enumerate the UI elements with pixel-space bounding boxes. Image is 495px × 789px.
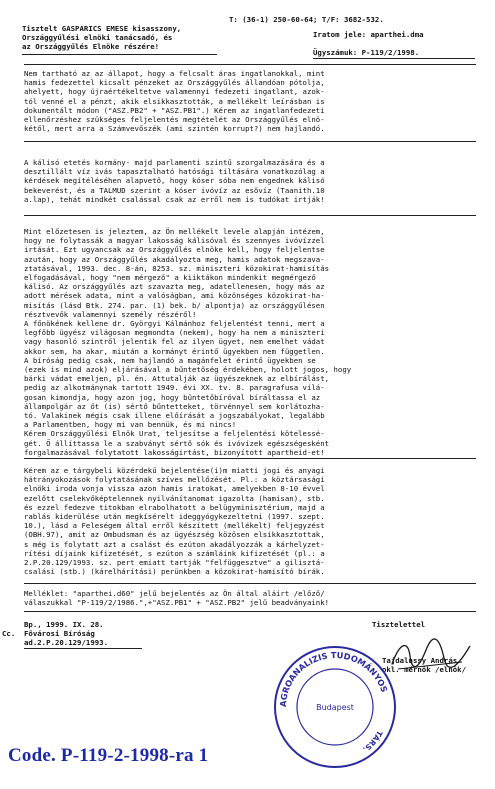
- text-line: (OBH.97), amit az Ombudsman és az ügyészség közösen elsikkasztottak,: [24, 530, 325, 540]
- text-line: tó. Valakinek mégis csak illene előírását a jogszabályokat, legalább: [24, 411, 325, 421]
- text-line: azután, hogy az Országgyűlés akadályozta meg, hamis adatok megszava-: [24, 254, 325, 264]
- court-block: [24, 629, 108, 647]
- paragraph-3: [24, 227, 476, 457]
- text-line: Kérem az e tárgybeli közérdekű bejelentése(i)m miatti jogi és anyagi: [24, 466, 325, 475]
- case-number-block: [313, 48, 419, 57]
- stamp-center-text: Budapest: [316, 703, 354, 712]
- text-line: legfőbb ügyész világosan megmondta (nekem), hogy ha nem a miniszteri: [24, 328, 325, 338]
- court-case-number: ad.2.P.20.129/1993.: [24, 638, 109, 648]
- text-line: rablás kiderülése után megkísérelt ideggyógykezeltetni (1997. szept.: [24, 512, 325, 522]
- attachment-note: [24, 589, 476, 607]
- text-line: elnöki iroda vonja vissza azon hamis iratokat, amelyekben 8-10 évvel: [24, 484, 325, 494]
- text-line: kétől, mert arra a Számvevőszék (ami szintén korrupt?) nem hajlandó.: [24, 124, 325, 134]
- stamp-text-top: AGROANALIZIS TUDOMÁNYOS: [277, 649, 390, 708]
- addressee-block: [22, 24, 181, 52]
- text-line: a.lap), tehát mindkét csalással csak az erről nem is tudókat irtják!: [24, 194, 325, 204]
- text-line: ahelyett, hogy újraértékeltetve valamennyi fedezeti ingatlant, azok-: [24, 87, 325, 97]
- court-name: Fővárosi Bíróság: [24, 629, 95, 638]
- text-line: A bíróság pedig csak, nem hajlandó a magánfelet érintő ügyekben se: [24, 355, 316, 365]
- addressee-line: Országgyűlési elnöki tanácsadó, és: [22, 33, 173, 43]
- attachment-line: válaszukkal "P-119/2/1986.",+"ASZ.PB1" + "ASZ.PB2" jelű beadványaink!: [24, 598, 330, 608]
- case-number-underline: [313, 58, 475, 59]
- text-line: tól venné el a pénzt, akik elsikkasztották, a mellékelt leírásban is: [24, 96, 325, 106]
- attachment-line: Melléklet: "aparthei.d60" jelű bejelentés az Ön által aláírt /előző/: [24, 589, 325, 598]
- closing-salutation: Tisztelettel: [372, 620, 426, 629]
- text-line: hamis fedezettel kicsalt pénzeket az Országgyűlés állandóan pótolja,: [24, 78, 325, 88]
- text-line: gosan kimondja, hogy azon jog, hogy bűntetőbíróval bíráltassa el az: [24, 392, 321, 402]
- reference-block: [313, 30, 424, 39]
- text-line: s még is folytatt azt a csalást és ezúton akadályozzák a kárhelyzet-: [24, 539, 325, 549]
- section-divider: [24, 64, 476, 65]
- text-line: dokumentált módon ("ASZ.PB2" + "ASZ.PB1".) Kérem az ingatlanfedezeti: [24, 105, 325, 115]
- text-line: Nem tartható az az állapot, hogy a felcsalt áras ingatlanokkal, mint: [24, 69, 325, 78]
- text-line: (ezek is mind azok) eljárásával a bűntetőség érdekében, holott jogos, hogy: [24, 365, 352, 375]
- text-line: A főnökének kellene dr. Györgyi Kálmánhoz feljelentést tenni, mert a: [24, 319, 325, 329]
- text-line: állampolgár az őt (is) sértő bűntetteket, törvénnyel sem korlátozha-: [24, 401, 325, 411]
- section-divider: [24, 458, 476, 459]
- addressee-line: az Országgyűlés Elnöke részére!: [22, 42, 160, 52]
- addressee-line: Tisztelt GASPARICS EMESE kisasszony,: [22, 24, 182, 33]
- text-line: gét. Ő állíttassa le a szabványt sértő sók és ivóvízek egészségesként: [24, 438, 330, 448]
- text-line: misítás (lásd Btk. 274. par. (1) bek. b/ alpontja) az országgyűlésen: [24, 300, 325, 310]
- text-line: A kálisó etetés kormány- majd parlamenti szintű szorgalmazására és a: [24, 158, 325, 167]
- text-line: csalási (stb.) (kárelhárítási) perünkben a közokirat-hamisító bírák.: [24, 567, 325, 577]
- closing-block: [372, 620, 425, 629]
- text-line: adott mérések adata, mint a valóságban, ami közönséges közokirat-ha-: [24, 291, 325, 301]
- paragraph-2: [24, 158, 476, 204]
- text-line: pedig az alkotmánynak tartott 1949. évi XX. tv. 8. paragrafusa vilá-: [24, 383, 325, 393]
- stamp-arc-text: [278, 650, 390, 707]
- date-line: [24, 620, 104, 629]
- section-divider: [24, 583, 476, 584]
- section-divider: [24, 215, 476, 216]
- text-line: kérdések megítéléséhen alapvető, hogy kóser sóba nem engednek kálisó: [24, 176, 325, 186]
- text-line: bekeverést, és a TALMUD szerint a kóser ivóvíz az esővíz (Taanith.10: [24, 185, 325, 195]
- cc-prefix: Cc.: [2, 629, 16, 638]
- addressee-underline: [22, 54, 217, 55]
- text-line: a Parlamentben, hogy mi van bennük, és mi nincs!: [24, 420, 237, 430]
- text-line: irtását. Ezt ugyancsak az Országgyűlés elnöke kell, hogy feljelentse: [24, 245, 325, 255]
- paragraph-4: [24, 466, 476, 576]
- text-line: ezelőtt cselekvőképtelennek nyilvánítanomat igazolta (hamisan), stb.: [24, 493, 325, 503]
- text-line: elfogadásával, hogy "nem mérgező" a kiiktákon mindenkit megmérgező: [24, 273, 316, 283]
- text-line: desztillált víz ivás tapasztalható hatósági tiltására vonatkozólag a: [24, 167, 325, 177]
- text-line: bárki vádat emeljen, pl. én. Attutalják az ügyészeknek az elbírálást,: [24, 374, 330, 384]
- text-line: ellenőrzéshez szükséges feljelentés megtételét az Országgyűlés elnö-: [24, 115, 325, 125]
- round-stamp: [268, 640, 402, 774]
- document-reference: Iratom jele: aparthei.dma: [313, 30, 424, 39]
- stamp-arc-text-2: [361, 729, 384, 754]
- paragraph-1: [24, 69, 476, 133]
- text-line: akkor sem, ha akar, miután a kormányt érintő ügyekben nem független.: [24, 346, 325, 356]
- court-underline: [24, 648, 142, 649]
- text-line: Kérem Országgyűlési Elnök Urat, teljesítse a feljelentési kötelessé-: [24, 429, 325, 439]
- text-line: és ezzel fedezve titokban elrabolhatott a belügyminisztérium, majd a: [24, 502, 325, 512]
- text-line: vagy hasonló szintről jelentik fel az ilyen ügyet, nem emelhet vádat: [24, 337, 325, 347]
- text-line: résztvevők valamennyi személy részéről!: [24, 309, 197, 319]
- signer-title: okl. mérnök /elnök/: [382, 665, 467, 675]
- document-code: Code. P-119-2-1998-ra 1: [8, 745, 209, 766]
- text-line: hogy ne folytassák a magyar lakosság kálisóval és szennyes ivóvízzel: [24, 236, 325, 246]
- text-line: forgalmazásával folytatott lakosságirtást, bizonyított apartheid-et!: [24, 447, 325, 457]
- text-line: kálisó. Az országgyűlés azt szavazta meg, adatellenesen, hogy más az: [24, 282, 325, 292]
- signer-name: Tajdalussy András: [382, 656, 458, 665]
- section-divider: [24, 141, 476, 142]
- phone-line: [229, 15, 384, 24]
- case-number: Ügyszámuk: P-119/2/1998.: [313, 48, 420, 57]
- text-line: ztatásával, 1993. dec. 8-án, 8253. sz. miniszteri közokirat-hamisítás: [24, 263, 330, 273]
- cc-label: [2, 629, 15, 638]
- text-line: hátrányokozások folytatásának szíves mellőzését. Pl.: a köztársasági: [24, 475, 325, 485]
- phone-number: T: (36-1) 250-60-64; T/F: 3682-532.: [229, 15, 384, 24]
- text-line: 2.P.20.129/1993. sz. pert emiatt tartják "felfüggesztve" a gilisztá-: [24, 558, 325, 568]
- text-line: 10.), lásd a Feleségem által erről készített (mellékelt) feljegyzést: [24, 521, 325, 531]
- text-line: Mint előzetesen is jeleztem, az Ön mellékelt levele alapján intézem,: [24, 227, 325, 236]
- section-divider: [24, 611, 476, 612]
- stamp-text-side: TÁRS.: [361, 729, 385, 755]
- letter-date: Bp., 1999. IX. 28.: [24, 620, 104, 629]
- text-line: rítési díjaink kifizetését, s ezúton a számláink kifizetését (pl.: a: [24, 548, 325, 558]
